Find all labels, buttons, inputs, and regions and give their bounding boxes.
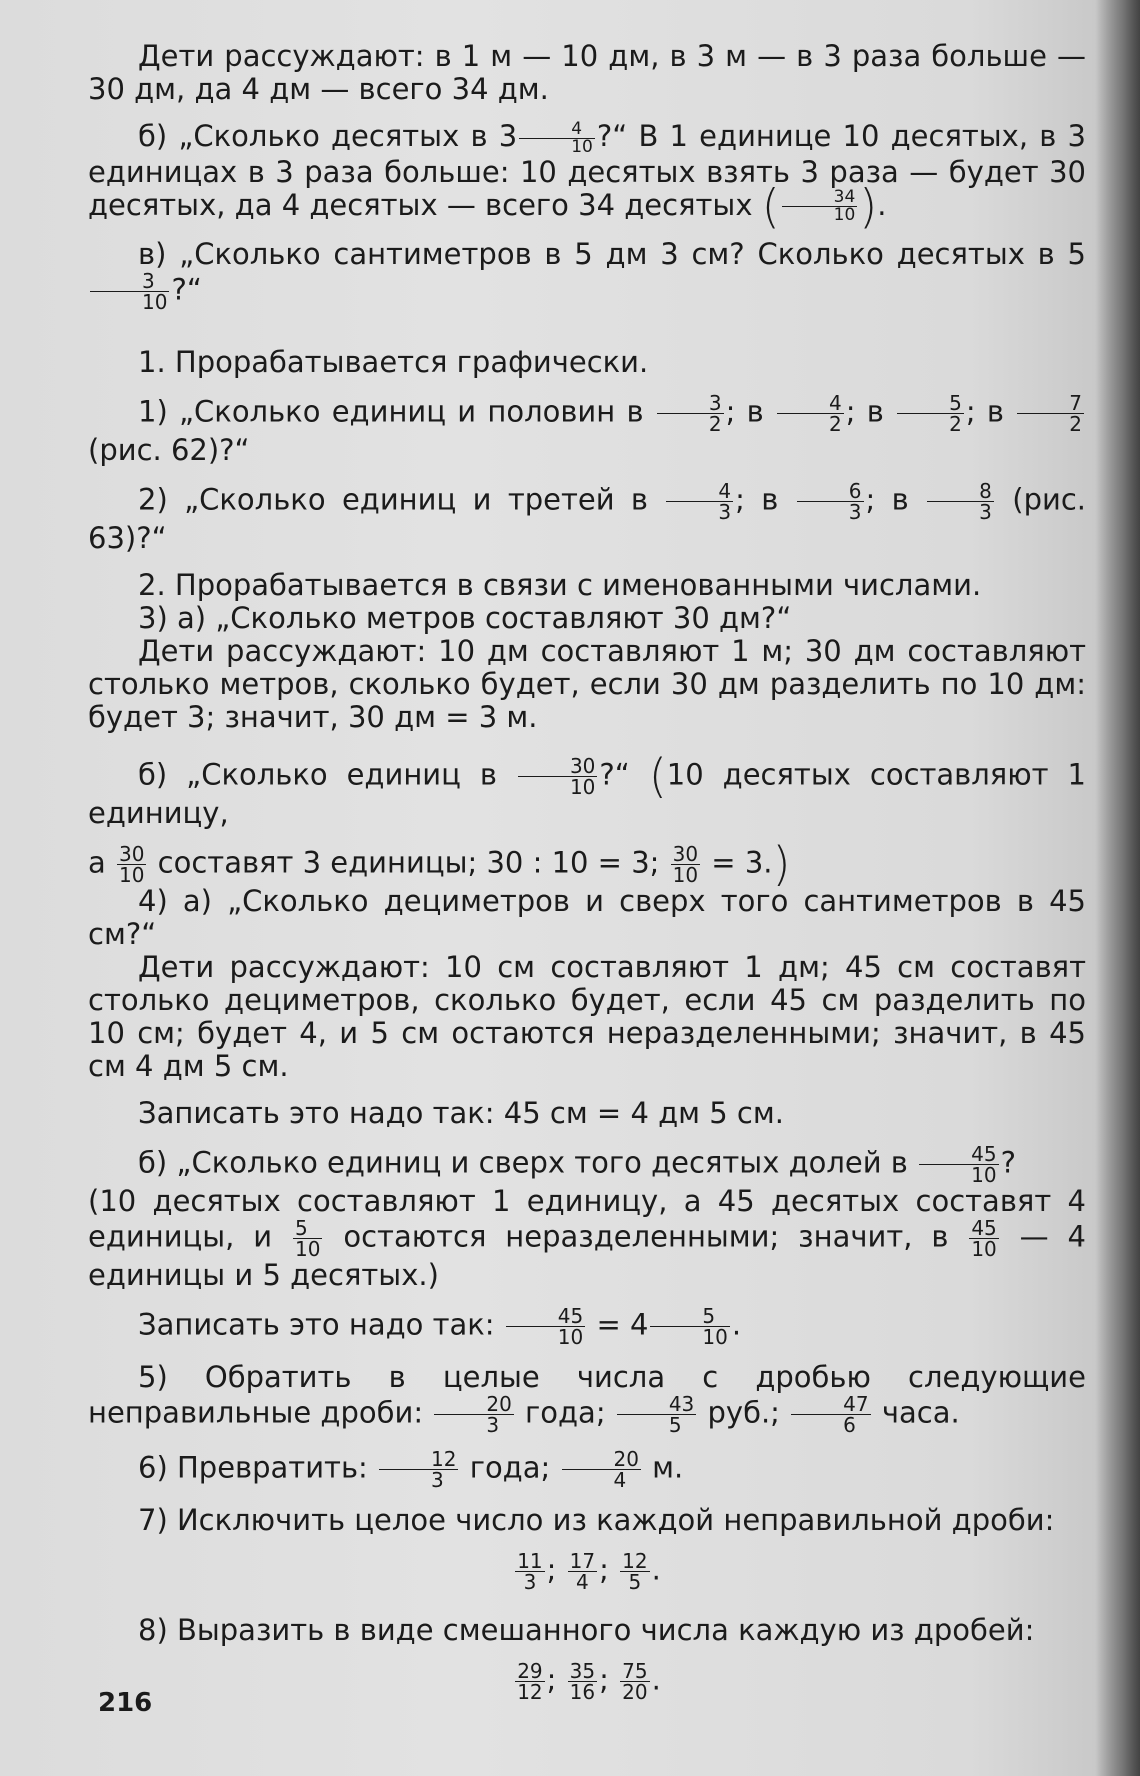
question-thirds: 2) „Сколько единиц и третей в $\frac{4}{3}$ ; в $\frac{6}{3}$ ; в $\frac{8}{3}$ (рис. 63)?“: [88, 479, 1086, 555]
fraction: $\frac{20}{4}$: [562, 1449, 641, 1490]
fraction: $\frac{75}{20}$: [622, 1659, 648, 1704]
paragraph-reasoning-decimeters: Дети рассуждают: 10 дм составляют 1 м; 30 дм составляют столько метров, сколько будет, если 30 дм разделить по 10 дм: будет 3; значит, 30 дм = 3 м.: [88, 634, 1086, 734]
exercise-8-fractions: $\frac{29}{12}$ ; $\frac{35}{16}$ ; $\frac{75}{20}$ .: [517, 1659, 661, 1704]
paragraph-45-tenths: (10 десятых составляют 1 единицу, а 45 десятых составят 4 единицы, и $\frac{5}{10}$ остаются неразделенными; значит, в $\frac{45}{10}$ — 4 единицы и 5 десятых.): [88, 1184, 1086, 1292]
fraction: $\frac{45}{10}$: [919, 1144, 998, 1185]
paragraph-reasoning-45cm: Дети рассуждают: 10 см составляют 1 дм; 45 см составят столько дециметров, сколько будет, если 45 см разделить по 10 см; будет 4, и 5 см остаются неразделенными; значит, в 45 см 4 дм 5 см.: [88, 950, 1086, 1083]
question-units-tenths: б) „Сколько единиц и сверх того десятых долей в $\frac{45}{10}$ ?: [138, 1142, 1016, 1187]
fraction: $\frac{20}{3}$: [434, 1394, 513, 1435]
paragraph-tenths-question: б) „Сколько десятых в 3 $\frac{4}{10}$ ?“ В 1 единице 10 десятых, в 3 единицах в 3 раза больше: 10 десятых взять 3 раза — будет 30 десятых, да 4 десятых — всего 34 десятых ( $\frac{34}{10}$ ).: [88, 118, 1086, 233]
fraction: $\frac{43}{5}$: [617, 1394, 696, 1435]
fraction: $\frac{3}{2}$: [657, 393, 724, 434]
exercise-8: 8) Выразить в виде смешанного числа каждую из дробей:: [138, 1613, 1035, 1647]
fraction: $\frac{12}{5}$: [622, 1549, 648, 1594]
question-meters: 3) а) „Сколько метров составляют 30 дм?“: [138, 601, 792, 635]
fraction: $\frac{12}{3}$: [379, 1449, 458, 1490]
fraction: $\frac{4}{10}$: [519, 121, 595, 156]
exercise-7-fractions: $\frac{11}{3}$ ; $\frac{17}{4}$ ; $\frac{12}{5}$ .: [517, 1549, 661, 1594]
fraction: $\frac{17}{4}$: [569, 1549, 596, 1594]
exercise-7: 7) Исключить целое число из каждой неправильной дроби:: [138, 1503, 1055, 1537]
question-decimeters-centimeters: 4) а) „Сколько дециметров и сверх того сантиметров в 45 см?“: [88, 884, 1086, 951]
fraction: $\frac{6}{3}$: [797, 481, 864, 522]
paragraph-record-45-10: Записать это надо так: $\frac{45}{10}$ = 4 $\frac{5}{10}$ .: [138, 1304, 742, 1349]
fraction: $\frac{11}{3}$: [517, 1549, 543, 1594]
item-1-graphic: 1. Прорабатывается графически.: [138, 345, 649, 379]
paragraph-record-45cm: Записать это надо так: 45 см = 4 дм 5 см.: [138, 1096, 784, 1130]
fraction: $\frac{4}{2}$: [777, 393, 844, 434]
exercise-5: 5) Обратить в целые числа с дробью следующие неправильные дроби: $\frac{20}{3}$ года; $\frac{43}{5}$ руб.; $\frac{47}{6}$ часа.: [88, 1360, 1086, 1437]
fraction: $\frac{35}{16}$: [569, 1659, 596, 1704]
paragraph-reasoning-meters: Дети рассуждают: в 1 м — 10 дм, в 3 м — в 3 раза больше — 30 дм, да 4 дм — всего 34 дм.: [88, 39, 1086, 106]
page-text: [88, 40, 1086, 1702]
fraction: $\frac{45}{10}$: [971, 1216, 997, 1261]
fraction: $\frac{4}{3}$: [666, 481, 733, 522]
item-2-named-numbers: 2. Прорабатывается в связи с именованными числами.: [138, 568, 982, 602]
question-units-30-10: б) „Сколько единиц в $\frac{30}{10}$ ?“ (10 десятых составляют 1 единицу,: [88, 749, 1086, 830]
fraction: $\frac{5}{10}$: [650, 1306, 729, 1347]
fraction: $\frac{3}{10}$: [90, 271, 169, 312]
fraction: $\frac{5}{2}$: [897, 393, 964, 434]
question-halves: 1) „Сколько единиц и половин в $\frac{3}{2}$ ; в $\frac{4}{2}$ ; в $\frac{5}{2}$ ; в $\frac{7}{2}$ (рис. 62)?“: [88, 391, 1082, 467]
fraction: $\frac{34}{10}$: [782, 189, 858, 224]
page-spine-shadow: [1096, 0, 1140, 1776]
fraction: $\frac{30}{10}$: [672, 842, 699, 887]
paragraph-centimeters-question: в) „Сколько сантиметров в 5 дм 3 см? Сколько десятых в 5 $\frac{3}{10}$ ?“: [88, 238, 1086, 312]
exercise-6: 6) Превратить: $\frac{12}{3}$ года; $\frac{20}{4}$ м.: [138, 1447, 684, 1492]
fraction: $\frac{47}{6}$: [791, 1394, 870, 1435]
fraction: $\frac{8}{3}$: [927, 481, 994, 522]
fraction: $\frac{30}{10}$: [518, 756, 597, 797]
fraction: $\frac{5}{10}$: [295, 1216, 321, 1261]
page-number: 216: [98, 1688, 153, 1718]
paragraph-30-10-result: а $\frac{30}{10}$ составят 3 единицы; 30 : 10 = 3; $\frac{30}{10}$ = 3.): [88, 837, 791, 891]
fraction: $\frac{29}{12}$: [517, 1659, 543, 1704]
fraction: $\frac{7}{2}$: [1017, 393, 1084, 434]
fraction: $\frac{30}{10}$: [119, 842, 145, 887]
fraction: $\frac{45}{10}$: [506, 1306, 585, 1347]
